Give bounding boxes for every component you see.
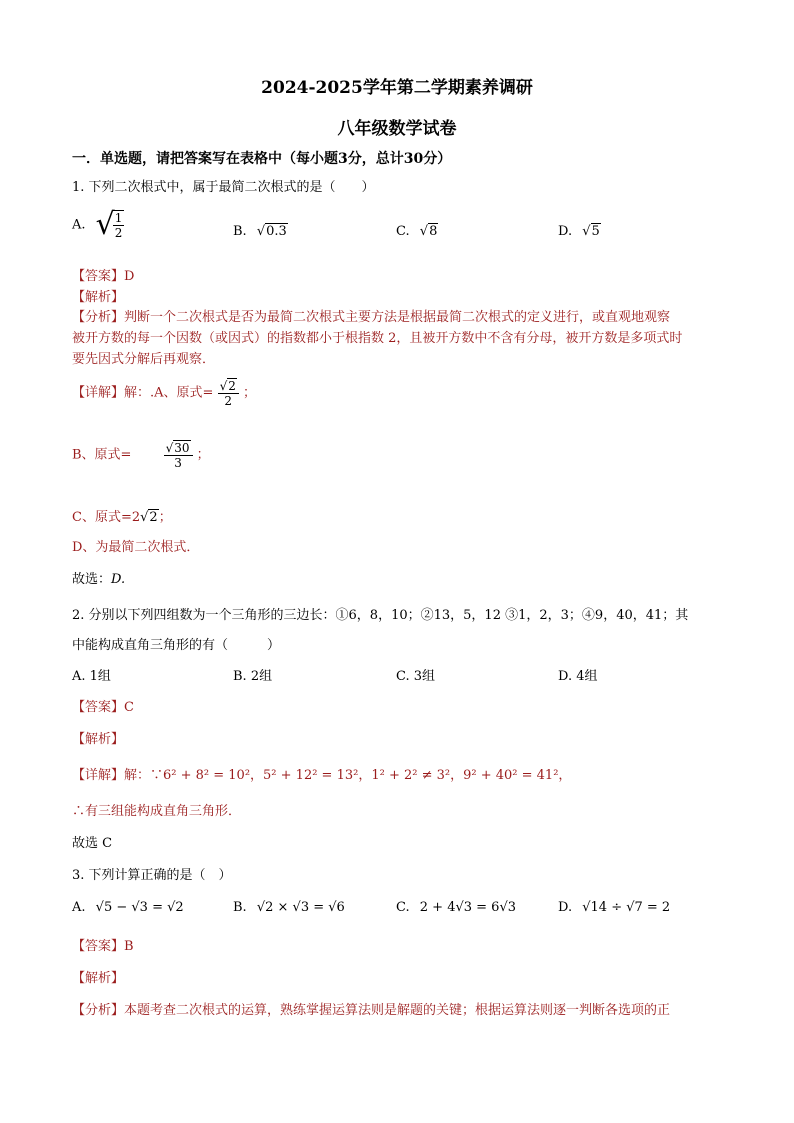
q3-option-a-label: A. — [72, 900, 86, 915]
q1-option-a-label: A. — [72, 217, 86, 233]
q3-option-a — [72, 900, 184, 915]
q2-stem-line1: 2. 分别以下列四组数为一个三角形的三边长：①6，8，10；②13，5，12 ③1，2，3；④9，40，41；其 — [72, 608, 689, 623]
q1-detail-b-den: 3 — [174, 456, 182, 470]
q2-answer: 【答案】C — [72, 700, 134, 715]
q3-option-a-expr: √5 − √3 = √2 — [95, 900, 184, 915]
q1-analysis-label: 【解析】 — [72, 290, 125, 305]
q1-detail-b-text: B、原式= — [72, 447, 132, 463]
q1-fenxi-line1: 【分析】判断一个二次根式是否为最简二次根式主要方法是根据最简二次根式的定义进行，或直观地观察 — [72, 310, 671, 325]
q1-option-b-label: B. — [233, 224, 247, 239]
section-heading: 一．单选题，请把答案写在表格中（每小题3分，总计30分） — [72, 151, 452, 167]
q1-a-numerator: 1 — [114, 211, 123, 225]
q2-option-c: C. 3组 — [396, 669, 436, 684]
q1-detail-a-text: 【详解】解：.A、原式= — [72, 385, 214, 401]
q1-detail-c-rad: 2 — [149, 510, 158, 525]
q1-choose — [72, 568, 125, 587]
q3-option-c-label: C. — [396, 900, 410, 915]
q2-conclusion: ∴有三组能构成直角三角形． — [72, 804, 242, 819]
q2-choose: 故选 C — [72, 836, 113, 851]
q1-detail-a-num: 2 — [228, 379, 236, 393]
page-subtitle: 八年级数学试卷 — [337, 119, 457, 139]
page-title: 2024-2025学年第二学期素养调研 — [261, 78, 533, 98]
q1-detail-d: D、为最简二次根式． — [72, 540, 200, 555]
q3-option-b — [233, 900, 345, 915]
q3-analysis-label: 【解析】 — [72, 971, 125, 986]
sqrt-symbol-icon: √ $\frac{1}{2}$ — [95, 207, 123, 242]
q3-option-d-expr: √14 ÷ √7 = 2 — [582, 900, 671, 915]
q2-option-b: B. 2组 — [233, 669, 273, 684]
q1-a-denominator: 2 — [114, 226, 123, 240]
q2-stem-line2: 中能构成直角三角形的有（ ） — [72, 638, 281, 653]
q1-option-d-label: D. — [558, 224, 573, 239]
q1-fenxi-line2: 被开方数的每一个因数（或因式）的指数都小于根指数 2，且被开方数中不含有分母，被开方数是多项式时 — [72, 331, 683, 346]
q1-choose-text: 故选： — [72, 572, 112, 587]
q2-detail: 【详解】解：∵6² + 8² = 10²，5² + 12² = 13²，1² + 2² ≠ 3²，9² + 40² = 41²， — [72, 768, 572, 783]
q1-option-c-label: C. — [396, 224, 410, 239]
q3-option-c — [396, 900, 516, 915]
q1-option-b-value: 0.3 — [266, 224, 287, 239]
q2-option-d: D. 4组 — [558, 669, 598, 684]
q1-option-c: C. √8 — [396, 224, 438, 239]
q2-analysis-label: 【解析】 — [72, 732, 125, 747]
q3-option-d — [558, 900, 670, 915]
q3-fenxi: 【分析】本题考查二次根式的运算，熟练掌握运算法则是解题的关键；根据运算法则逐一判断各选项的正 — [72, 1003, 671, 1018]
q1-detail-a-den: 2 — [224, 394, 233, 408]
q1-detail-b: B、原式= $\frac{√30}{3}$ ； — [72, 441, 210, 470]
q1-detail-c-text: C、原式=2 — [72, 510, 141, 525]
q1-option-d: D. √5 — [558, 224, 600, 239]
q3-option-d-label: D. — [558, 900, 573, 915]
q1-choose-value: D. — [111, 572, 126, 587]
q3-option-b-label: B. — [233, 900, 247, 915]
q1-option-b: B. √0.3 — [233, 224, 287, 239]
q1-option-c-value: 8 — [429, 224, 438, 239]
q1-fenxi-line3: 要先因式分解后再观察． — [72, 352, 216, 367]
q1-detail-b-num: 30 — [174, 441, 190, 455]
q1-option-a — [72, 207, 124, 242]
q1-detail-c: C、原式=2√2； — [72, 510, 172, 525]
q1-option-d-value: 5 — [591, 224, 600, 239]
q3-option-c-expr: 2 + 4√3 = 6√3 — [419, 900, 517, 915]
q3-answer: 【答案】B — [72, 939, 134, 954]
q1-stem: 1. 下列二次根式中，属于最简二次根式的是（ ） — [72, 180, 375, 195]
q3-stem: 3. 下列计算正确的是（ ） — [72, 868, 232, 883]
q1-detail-a: 【详解】解：.A、原式= $\frac{√2}{2}$ ； — [72, 379, 257, 408]
q2-option-a: A. 1组 — [72, 669, 111, 684]
q1-answer: 【答案】D — [72, 269, 135, 284]
q3-option-b-expr: √2 × √3 = √6 — [256, 900, 345, 915]
